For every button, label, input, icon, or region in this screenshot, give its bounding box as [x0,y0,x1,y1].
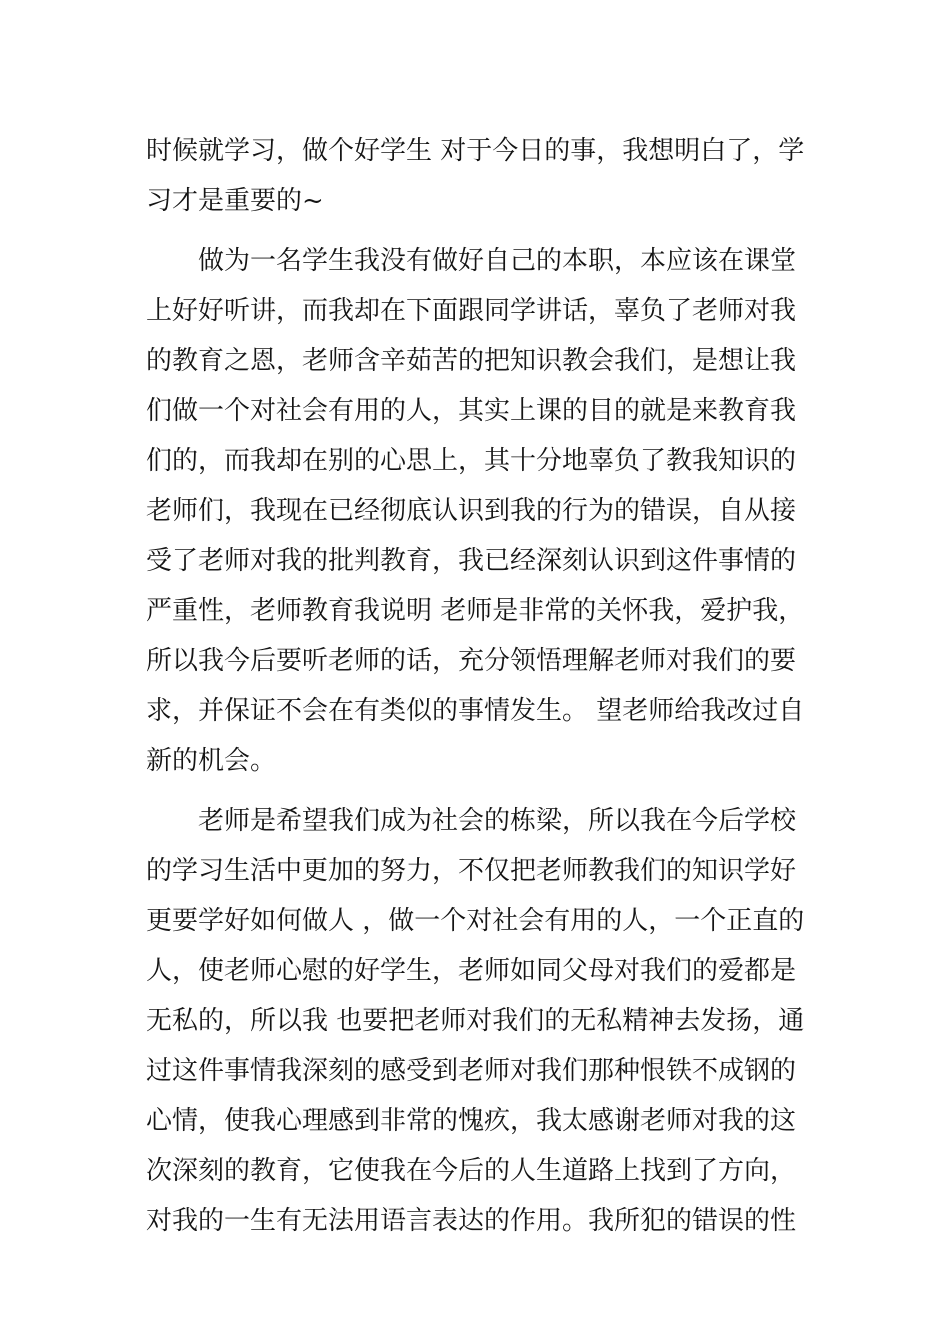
paragraph-3 [146,796,816,1246]
text-line: 人，使老师心慰的好学生，老师如同父母对我们的爱都是 [146,956,797,986]
text-line: 老师是希望我们成为社会的栋梁，所以我在今后学校 [198,806,797,836]
text-line: 的教育之恩，老师含辛茹苦的把知识教会我们，是想让我 [146,346,797,376]
text-line: 更要学好如何做人 ，做一个对社会有用的人，一个正直的 [146,906,805,936]
text-line: 们做一个对社会有用的人，其实上课的目的就是来教育我 [146,396,797,426]
text-line: 所以我今后要听老师的话，充分领悟理解老师对我们的要 [146,646,797,676]
text-line: 习才是重要的~ [146,186,324,216]
text-line: 时候就学习，做个好学生 对于今日的事，我想明白了，学 [146,136,805,166]
text-line: 受了老师对我的批判教育，我已经深刻认识到这件事情的 [146,546,797,576]
text-line: 老师们，我现在已经彻底认识到我的行为的错误，自从接 [146,496,797,526]
document-body [146,126,816,1246]
text-line: 求，并保证不会在有类似的事情发生。 望老师给我改过自 [146,696,805,726]
text-line: 次深刻的教育，它使我在今后的人生道路上找到了方向， [146,1156,797,1186]
text-line: 上好好听讲，而我却在下面跟同学讲话，辜负了老师对我 [146,296,797,326]
text-line: 无私的，所以我 也要把老师对我们的无私精神去发扬，通 [146,1006,805,1036]
paragraph-1 [146,126,816,226]
text-line: 做为一名学生我没有做好自己的本职，本应该在课堂 [198,246,797,276]
text-line: 过这件事情我深刻的感受到老师对我们那种恨铁不成钢的 [146,1056,797,1086]
text-line: 新的机会。 [146,746,277,776]
text-line: 的学习生活中更加的努力，不仅把老师教我们的知识学好 [146,856,797,886]
text-line: 们的，而我却在别的心思上，其十分地辜负了教我知识的 [146,446,797,476]
paragraph-2 [146,236,816,786]
text-line: 严重性，老师教育我说明 老师是非常的关怀我，爱护我， [146,596,805,626]
text-line: 心情，使我心理感到非常的愧疚，我太感谢老师对我的这 [146,1106,797,1136]
text-line: 对我的一生有无法用语言表达的作用。我所犯的错误的性 [146,1206,797,1236]
